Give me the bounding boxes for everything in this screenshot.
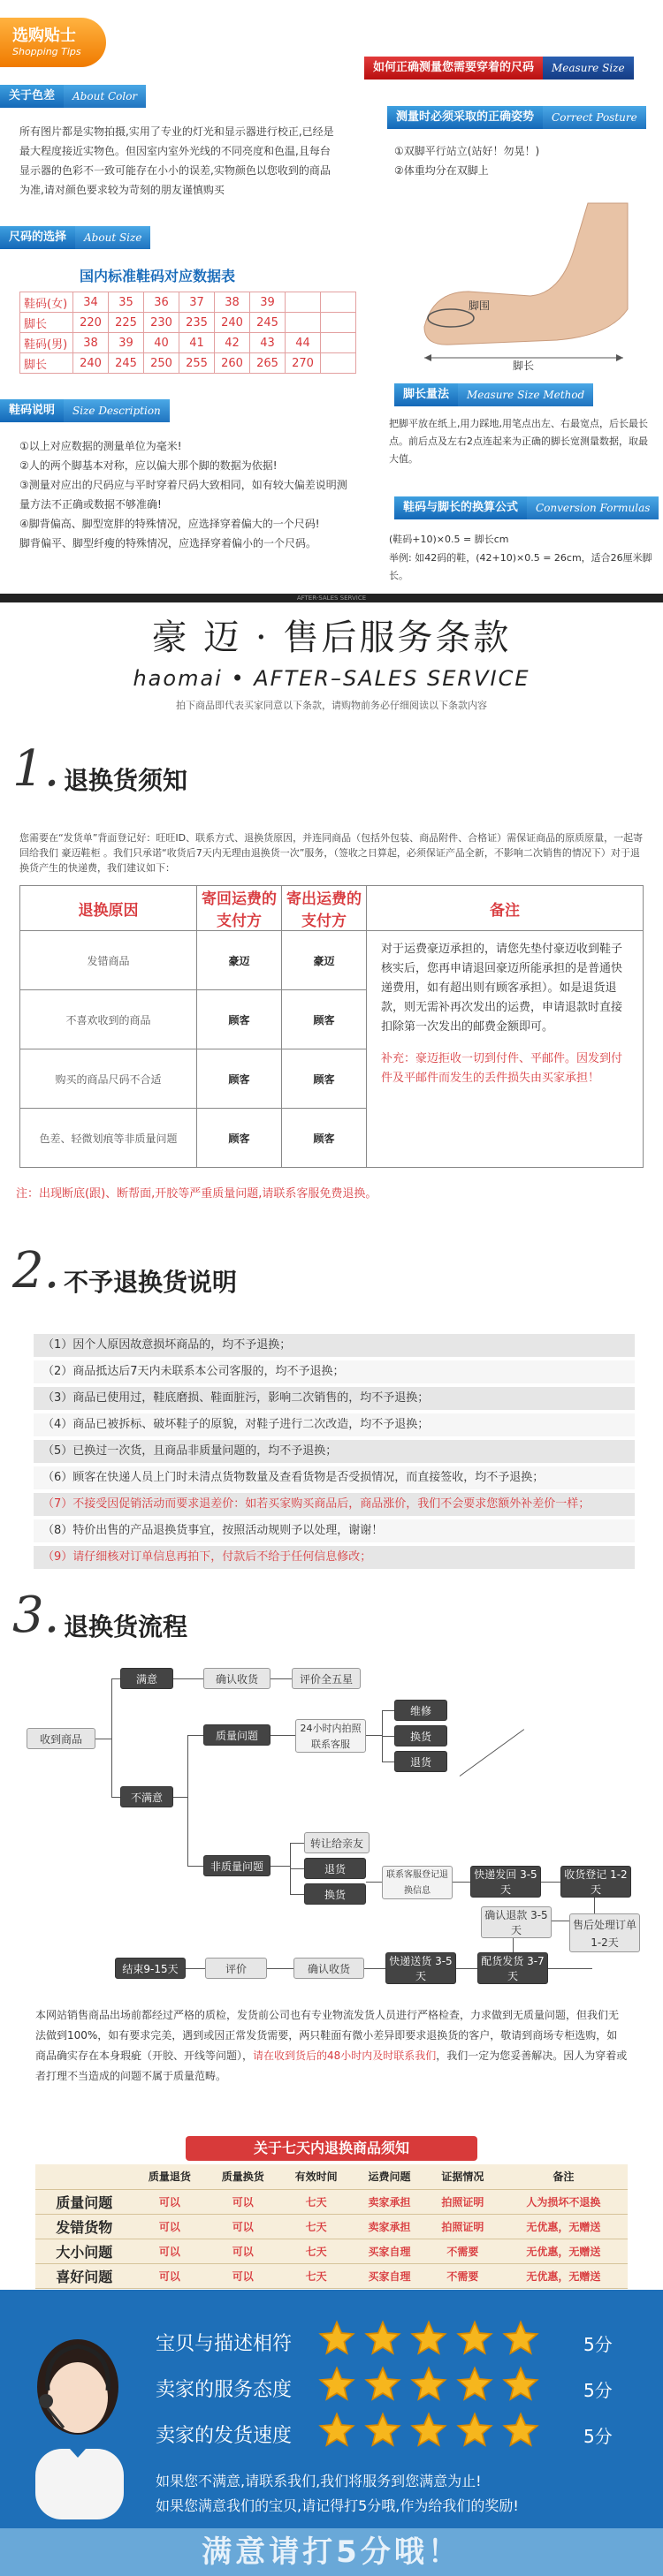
size-cell — [321, 313, 356, 333]
cell-return-fee: 顾客 — [197, 990, 282, 1049]
seven-cell: 人为损坏不退换 — [499, 2189, 628, 2214]
cell-send-fee: 豪迈 — [282, 931, 367, 990]
footer-note-end: ，我们一定为您妥善解决。因人为穿着或者打理不当造成的问题不属于质量范畴。 — [35, 2049, 628, 2082]
cell-send-fee: 顾客 — [282, 990, 367, 1049]
cell-send-fee: 顾客 — [282, 1109, 367, 1168]
size-cell: 42 — [215, 333, 250, 353]
no-return-item: （3）商品已使用过，鞋底磨损、鞋面脏污，影响二次销售的，均不予退换； — [34, 1387, 635, 1410]
size-desc-list — [19, 436, 355, 553]
about-color-en: About Color — [64, 85, 146, 108]
flow-receive: 收到商品 — [27, 1728, 95, 1749]
posture-cn: 测量时必须采取的正确姿势 — [387, 106, 543, 129]
rating-banner — [0, 2290, 663, 2576]
formula-cn: 鞋码与脚长的换算公式 — [394, 496, 527, 519]
seven-header-cell: 质量退货 — [133, 2164, 207, 2189]
seven-cell: 无优惠，无赠送 — [499, 2239, 628, 2263]
star-icon — [502, 2320, 539, 2357]
size-cell: 35 — [109, 292, 144, 313]
size-cell: 225 — [109, 313, 144, 333]
flow-return: 退货 — [394, 1751, 447, 1772]
flow-confirm: 确认收货 — [203, 1668, 271, 1689]
size-cell: 230 — [144, 313, 179, 333]
flow-repair: 维修 — [394, 1700, 447, 1721]
star-icon — [410, 2412, 447, 2449]
flow-unsatisfied: 不满意 — [120, 1786, 173, 1807]
badge-cn: 选购贴士 — [12, 27, 76, 45]
size-cell: 250 — [144, 353, 179, 374]
flow-quality: 质量问题 — [203, 1724, 271, 1746]
star-row — [318, 2366, 539, 2403]
flow-transfer: 转让给亲友 — [304, 1832, 370, 1853]
flow-contact24: 24小时内拍照联系客服 — [295, 1719, 366, 1753]
size-cell: 40 — [144, 333, 179, 353]
seven-row — [35, 2214, 628, 2239]
star-icon — [502, 2412, 539, 2449]
seven-cell: 不需要 — [426, 2263, 499, 2288]
seven-cell: 买家自理 — [353, 2239, 426, 2263]
size-cell: 38 — [215, 292, 250, 313]
rate-message-2: 如果您满意我们的宝贝,请记得打5分哦,作为给我们的奖励! — [156, 2497, 519, 2514]
flow-ret2: 退货 — [304, 1858, 366, 1879]
seven-cell: 不需要 — [426, 2239, 499, 2263]
star-icon — [456, 2320, 493, 2357]
star-icon — [410, 2320, 447, 2357]
section3-number: 3. — [12, 1587, 60, 1644]
formula-example: 举例: 如42码的鞋，(42+10)×0.5 = 26cm，适合26厘米脚长。 — [389, 552, 652, 581]
size-cell: 265 — [250, 353, 286, 374]
foot-measure-diagram — [398, 194, 636, 371]
seven-cell: 可以 — [133, 2263, 207, 2288]
about-size-en: About Size — [75, 226, 150, 249]
size-cell — [321, 353, 356, 374]
desc-line: 脚背偏平、脚型纤瘦的特殊情况，应选择穿着偏小的一个尺码。 — [19, 537, 317, 549]
desc-line: ③测量对应出的尺码应与平时穿着尺码大致相同，如有较大偏差说明测量方法不正确或数据不够准确! — [19, 479, 347, 511]
rate-label: 卖家的发货速度 — [156, 2425, 293, 2447]
star-icon — [456, 2366, 493, 2403]
section1-note: 您需要在“发货单”背面登记好：旺旺ID、联系方式、退换货原因，并连同商品（包括外包装、商品附件、合格证）需保证商品的原质原量，一起寄回给我们 豪迈鞋柜 。我们只承诺“收货后7天内无理由退换货一次”服务，（签收之日算起，必须保证产品全新，不影响二次销售的情况下）对于退换货产生的快递费，我们建议如下： — [19, 832, 644, 874]
flow-exchange: 换货 — [394, 1725, 447, 1746]
size-desc-cn: 鞋码说明 — [0, 399, 64, 422]
seven-cell: 拍照证明 — [426, 2214, 499, 2239]
seven-cell: 七天 — [279, 2189, 353, 2214]
size-row-label: 鞋码(男) — [20, 333, 73, 353]
flow-rate5: 评价全五星 — [292, 1668, 361, 1689]
about-color-cn: 关于色差 — [0, 85, 64, 108]
size-table-row — [20, 353, 356, 374]
measure-en: Measure Size — [543, 57, 634, 80]
about-color-header — [0, 85, 146, 108]
seven-cell: 大小问题 — [35, 2239, 133, 2263]
about-size-header — [0, 226, 150, 249]
flow-aftersale: 售后处理订单1-2天 — [569, 1913, 640, 1952]
no-return-item: （5）已换过一次货，且商品非质量问题的，均不予退换； — [34, 1440, 635, 1463]
size-cell: 245 — [250, 313, 286, 333]
quality-note: 注：出现断底(跟)、断帮面,开胶等严重质量问题,请联系客服免费退换。 — [16, 1187, 377, 1201]
cell-send-fee: 顾客 — [282, 1049, 367, 1109]
size-cell — [286, 313, 321, 333]
cell-reason: 购买的商品尺码不合适 — [20, 1049, 197, 1109]
posture-lines — [394, 141, 642, 180]
lead-text: 拍下商品即代表买家同意以下条款，请购物前务必仔细阅读以下条款内容 — [176, 700, 487, 711]
size-cell: 38 — [73, 333, 109, 353]
seven-cell: 可以 — [206, 2189, 279, 2214]
shopping-tips-badge — [0, 18, 106, 67]
seven-cell: 卖家承担 — [353, 2189, 426, 2214]
size-row-label: 脚长 — [20, 353, 73, 374]
star-icon — [502, 2366, 539, 2403]
seven-row — [35, 2189, 628, 2214]
service-agent-illustration — [9, 2316, 141, 2519]
remark-cell — [367, 931, 644, 1168]
satisfaction-banner: 满意请打5分哦！ — [0, 2528, 663, 2576]
star-row — [318, 2320, 539, 2357]
star-icon — [410, 2366, 447, 2403]
flow-ship-goods: 配货发货 3-7天 — [477, 1952, 548, 1984]
seven-cell: 卖家承担 — [353, 2214, 426, 2239]
formula-text: (鞋码+10)×0.5 = 脚长cm — [389, 534, 509, 545]
formula-en: Conversion Formulas — [527, 496, 659, 519]
rate-score: 5分 — [583, 2380, 613, 2401]
seven-day-title: 关于七天内退换商品须知 — [186, 2136, 477, 2161]
flow-finish: 结束9-15天 — [115, 1958, 186, 1979]
seven-cell: 买家自理 — [353, 2263, 426, 2288]
badge-en: Shopping Tips — [12, 46, 81, 57]
measure-cn: 如何正确测量您需要穿着的尺码 — [364, 57, 543, 80]
size-cell — [286, 292, 321, 313]
cell-return-fee: 豪迈 — [197, 931, 282, 990]
size-cell: 43 — [250, 333, 286, 353]
seven-cell: 可以 — [206, 2214, 279, 2239]
size-row-label: 鞋码(女) — [20, 292, 73, 313]
footer-note-red: 请在收到货后的48小时内及时联系我们 — [253, 2049, 437, 2062]
star-row — [318, 2412, 539, 2449]
no-return-item: （1）因个人原因故意损坏商品的，均不予退换； — [34, 1334, 635, 1357]
seven-header-cell: 有效时间 — [279, 2164, 353, 2189]
star-icon — [364, 2320, 401, 2357]
size-cell: 240 — [215, 313, 250, 333]
seven-cell: 可以 — [206, 2239, 279, 2263]
seven-cell: 可以 — [133, 2214, 207, 2239]
measure-header — [364, 57, 634, 80]
desc-line: ②人的两个脚基本对称，应以偏大那个脚的数据为依据! — [19, 459, 278, 472]
size-cell: 34 — [73, 292, 109, 313]
footer-note-main: 本网站销售商品出场前都经过严格的质检，发货前公司也有专业物流发货人员进行严格检查，力求做到无质量问题，但我们无法做到100%，如有要求完美，遇到或因正常发货需要，两只鞋面有微小差异即要求退换货的客户，敬请到商场专柜选购，如商品确实存在本身瑕疵（开胶、开线等问题）， — [35, 2009, 620, 2062]
size-cell: 240 — [73, 353, 109, 374]
seven-cell: 七天 — [279, 2214, 353, 2239]
no-return-item: （8）特价出售的产品退换货事宜，按照活动规则予以处理，谢谢！ — [34, 1519, 635, 1542]
method-text: 把脚平放在纸上,用力踩地,用笔点出左、右最宽点，后长最长点。前后点及左右2点连起来为正确的脚长宽测量数据，取最大值。 — [389, 418, 648, 465]
after-sales-section — [0, 594, 663, 2125]
size-cell: 260 — [215, 353, 250, 374]
foot-width-label: 脚围 — [469, 299, 491, 312]
flow-confirm2: 确认收货 — [293, 1958, 364, 1979]
seven-cell: 可以 — [133, 2189, 207, 2214]
size-desc-header — [0, 399, 170, 422]
flow-satisfied: 满意 — [120, 1668, 173, 1689]
size-table-row — [20, 292, 356, 313]
size-cell: 235 — [179, 313, 215, 333]
seven-row — [35, 2239, 628, 2263]
cell-reason: 色差、轻微划痕等非质量问题 — [20, 1109, 197, 1168]
rate-score: 5分 — [583, 2426, 613, 2447]
size-table-title: 国内标准鞋码对应数据表 — [80, 268, 236, 284]
brand-title: 豪 迈 · 售后服务条款 — [151, 617, 512, 658]
seven-header-cell: 证据情况 — [426, 2164, 499, 2189]
size-table — [19, 292, 356, 374]
no-return-item: （7）不接受因促销活动而要求退差价：如若买家购买商品后，商品涨价，我们不会要求您额外补差价一样； — [34, 1493, 635, 1516]
section2-number: 2. — [12, 1242, 60, 1299]
return-table — [19, 885, 644, 1168]
seven-cell: 发错货物 — [35, 2214, 133, 2239]
no-return-item: （4）商品已被拆标、破坏鞋子的原貌，对鞋子进行二次改造，均不予退换； — [34, 1413, 635, 1436]
posture-header — [387, 106, 646, 129]
seven-cell: 质量问题 — [35, 2189, 133, 2214]
posture-line: ①双脚平行站立(站好！勿晃！) — [394, 145, 540, 157]
size-row-label: 脚长 — [20, 313, 73, 333]
flow-rate: 评价 — [205, 1958, 267, 1979]
about-size-cn: 尺码的选择 — [0, 226, 75, 249]
method-cn: 脚长量法 — [394, 383, 458, 406]
star-icon — [364, 2412, 401, 2449]
rate-label: 卖家的服务态度 — [156, 2379, 293, 2401]
section1-number: 1. — [12, 740, 60, 798]
seven-day-table — [35, 2164, 628, 2289]
star-icon — [318, 2320, 355, 2357]
rate-score: 5分 — [583, 2334, 613, 2355]
seven-cell: 喜好问题 — [35, 2263, 133, 2288]
formula-header — [394, 496, 659, 519]
color-text: 所有图片都是实物拍摄,实用了专业的灯光和显示器进行校正,已经是最大程度接近实物色。但因室内室外光线的不同亮度和色温,且每台显示器的色彩不一致可能存在小小的误差,实物颜色以您收到的商品为准,请对颜色要求较为苛刻的朋友谨慎购买 — [19, 125, 334, 196]
size-cell: 37 — [179, 292, 215, 313]
brand-highlight — [442, 1159, 444, 1160]
posture-en: Correct Posture — [543, 106, 646, 129]
size-cell: 39 — [109, 333, 144, 353]
star-icon — [318, 2366, 355, 2403]
seven-header-cell — [35, 2164, 133, 2189]
size-cell: 39 — [250, 292, 286, 313]
size-cell — [321, 333, 356, 353]
seven-cell: 无优惠，无赠送 — [499, 2263, 628, 2288]
th-remark: 备注 — [367, 886, 644, 931]
seven-header-cell: 运费问题 — [353, 2164, 426, 2189]
no-return-item: （9）请仔细核对订单信息再拍下，付款后不给于任何信息修改； — [34, 1546, 635, 1569]
no-return-item: （6）顾客在快递人员上门时未清点货物数量及查看货物是否受损情况，而直接签收，均不予退换； — [34, 1466, 635, 1489]
rate-message-1: 如果您不满意,请联系我们,我们将服务到您满意为止! — [156, 2473, 482, 2489]
size-desc-en: Size Description — [64, 399, 170, 422]
cell-reason: 不喜欢收到的商品 — [20, 990, 197, 1049]
brand-subtitle: haomai • AFTER–SALES SERVICE — [133, 666, 530, 691]
seven-cell: 可以 — [206, 2263, 279, 2288]
size-cell: 44 — [286, 333, 321, 353]
size-cell: 245 — [109, 353, 144, 374]
size-cell: 36 — [144, 292, 179, 313]
remark-a: 对于运费豪迈承担的，请您先垫付豪迈收到鞋子核实后，您再申请退回豪迈所能承担的是普通快递费用，如有超出则有顾客承担）。如是退货退款，则无需补再次发出的运费，申请退款时直接扣除第一次发出的邮费金额即可。 — [381, 943, 623, 1034]
flow-confirm-refund: 确认退款 3-5天 — [481, 1906, 552, 1938]
cell-reason: 发错商品 — [20, 931, 197, 990]
size-cell — [321, 292, 356, 313]
size-cell: 270 — [286, 353, 321, 374]
flow-confirm-cs: 联系客服登记退换信息 — [382, 1866, 453, 1899]
flow-express-send: 快递送货 3-5天 — [385, 1952, 456, 1984]
section2-title: 不予退换货说明 — [64, 1268, 238, 1297]
flow-receipt-reg: 收货登记 1-2天 — [560, 1866, 631, 1898]
desc-line: ①以上对应数据的测量单位为毫米! — [19, 440, 182, 452]
size-cell: 41 — [179, 333, 215, 353]
seven-day-section — [0, 2125, 663, 2290]
size-table-row — [20, 313, 356, 333]
flow-express-ship: 快递发回 3-5天 — [470, 1866, 541, 1898]
seven-cell: 可以 — [133, 2239, 207, 2263]
foot-length-label: 脚长 — [513, 360, 535, 371]
seven-cell: 无优惠，无赠送 — [499, 2214, 628, 2239]
posture-line: ②体重均分在双脚上 — [394, 164, 489, 177]
desc-line: ④脚背偏高、脚型宽胖的特殊情况，应选择穿着偏大的一个尺码! — [19, 518, 320, 530]
size-cell: 255 — [179, 353, 215, 374]
size-table-row — [20, 333, 356, 353]
flow-nonquality: 非质量问题 — [203, 1855, 271, 1876]
cell-return-fee: 顾客 — [197, 1109, 282, 1168]
star-icon — [318, 2412, 355, 2449]
size-cell: 220 — [73, 313, 109, 333]
seven-header-cell: 备注 — [499, 2164, 628, 2189]
seven-header-cell: 质量换货 — [206, 2164, 279, 2189]
rate-label: 宝贝与描述相符 — [156, 2333, 293, 2355]
seven-cell: 七天 — [279, 2263, 353, 2288]
seven-cell: 拍照证明 — [426, 2189, 499, 2214]
th-send-fee: 寄出运费的支付方 — [282, 886, 367, 931]
star-icon — [456, 2412, 493, 2449]
star-icon — [364, 2366, 401, 2403]
cell-return-fee: 顾客 — [197, 1049, 282, 1109]
section1-title: 退换货须知 — [64, 766, 188, 795]
method-header — [394, 383, 593, 406]
th-return-fee: 寄回运费的支付方 — [197, 886, 282, 931]
no-return-item: （2）商品抵达后7天内未联系本公司客服的，均不予退换； — [34, 1360, 635, 1383]
flow-exc2: 换货 — [304, 1883, 366, 1905]
seven-row — [35, 2263, 628, 2288]
th-reason: 退换原因 — [20, 886, 197, 931]
seven-cell: 七天 — [279, 2239, 353, 2263]
remark-b: 补充：豪迈拒收一切到付件、平邮件。因发到付件及平邮件而发生的丢件损失由买家承担！ — [381, 1052, 623, 1085]
method-en: Measure Size Method — [458, 383, 593, 406]
section3-title: 退换货流程 — [64, 1612, 188, 1641]
shopping-tips-section — [0, 0, 663, 594]
footer-note — [35, 2005, 628, 2087]
top-strip: AFTER-SALES SERVICE — [0, 594, 663, 602]
